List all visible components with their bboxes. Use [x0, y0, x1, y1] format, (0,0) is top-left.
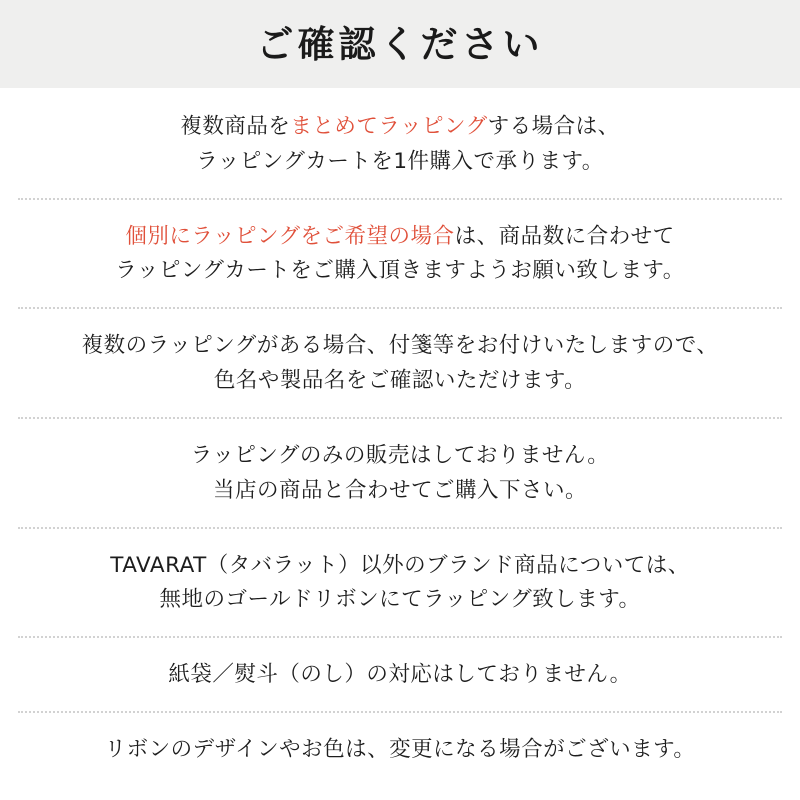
page-title: ご確認ください [256, 22, 544, 66]
block-tags [18, 309, 782, 417]
notice-text: する場合は、 [487, 114, 620, 139]
notice-text: ラッピングカートをご購入頂きますようお願い致します。 [115, 258, 685, 284]
notice-text: 当店の商品と合わせてご購入下さい。 [212, 477, 587, 503]
notice-text: ラッピングカートを1件購入で承ります。 [196, 148, 604, 174]
notice-text: ラッピングのみの販売はしておりません。 [190, 442, 610, 468]
notice-line [18, 254, 782, 289]
block-individual-wrapping [18, 200, 782, 308]
highlighted-text: 個別にラッピングをご希望の場合 [125, 223, 455, 249]
notice-line [18, 220, 782, 255]
notice-text: TAVARAT（タバラット）以外のブランド商品については、 [110, 552, 690, 578]
notice-text: 色名や製品名をご確認いただけます。 [213, 368, 587, 394]
notice-line [18, 549, 782, 584]
notice-text: リボンのデザインやお色は、変更になる場合がございます。 [104, 737, 696, 763]
highlighted-text: まとめてラッピング [290, 114, 488, 139]
notice-text: 紙袋／熨斗（のし）の対応はしておりません。 [168, 662, 632, 688]
notice-line [18, 364, 782, 399]
notice-line [18, 583, 782, 618]
notice-line [18, 145, 782, 180]
notice-line [18, 329, 782, 364]
block-other-brands [18, 529, 782, 637]
notice-line [18, 110, 782, 145]
notice-text: 無地のゴールドリボンにてラッピング致します。 [159, 587, 641, 613]
page-header [0, 0, 800, 88]
notice-text: 複数商品を [180, 114, 291, 139]
notice-line [18, 658, 782, 693]
notice-line [18, 733, 782, 768]
notice-line [18, 474, 782, 509]
block-multiple-wrapping [18, 88, 782, 198]
block-no-paper-bag [18, 638, 782, 711]
notice-line [18, 439, 782, 474]
notice-text: は、商品数に合わせて [454, 223, 675, 249]
notice-content [0, 88, 800, 786]
block-design-change [18, 713, 782, 786]
block-no-standalone-sale [18, 419, 782, 527]
notice-text: 複数のラッピングがある場合、付箋等をお付けいたしますので、 [81, 333, 719, 359]
